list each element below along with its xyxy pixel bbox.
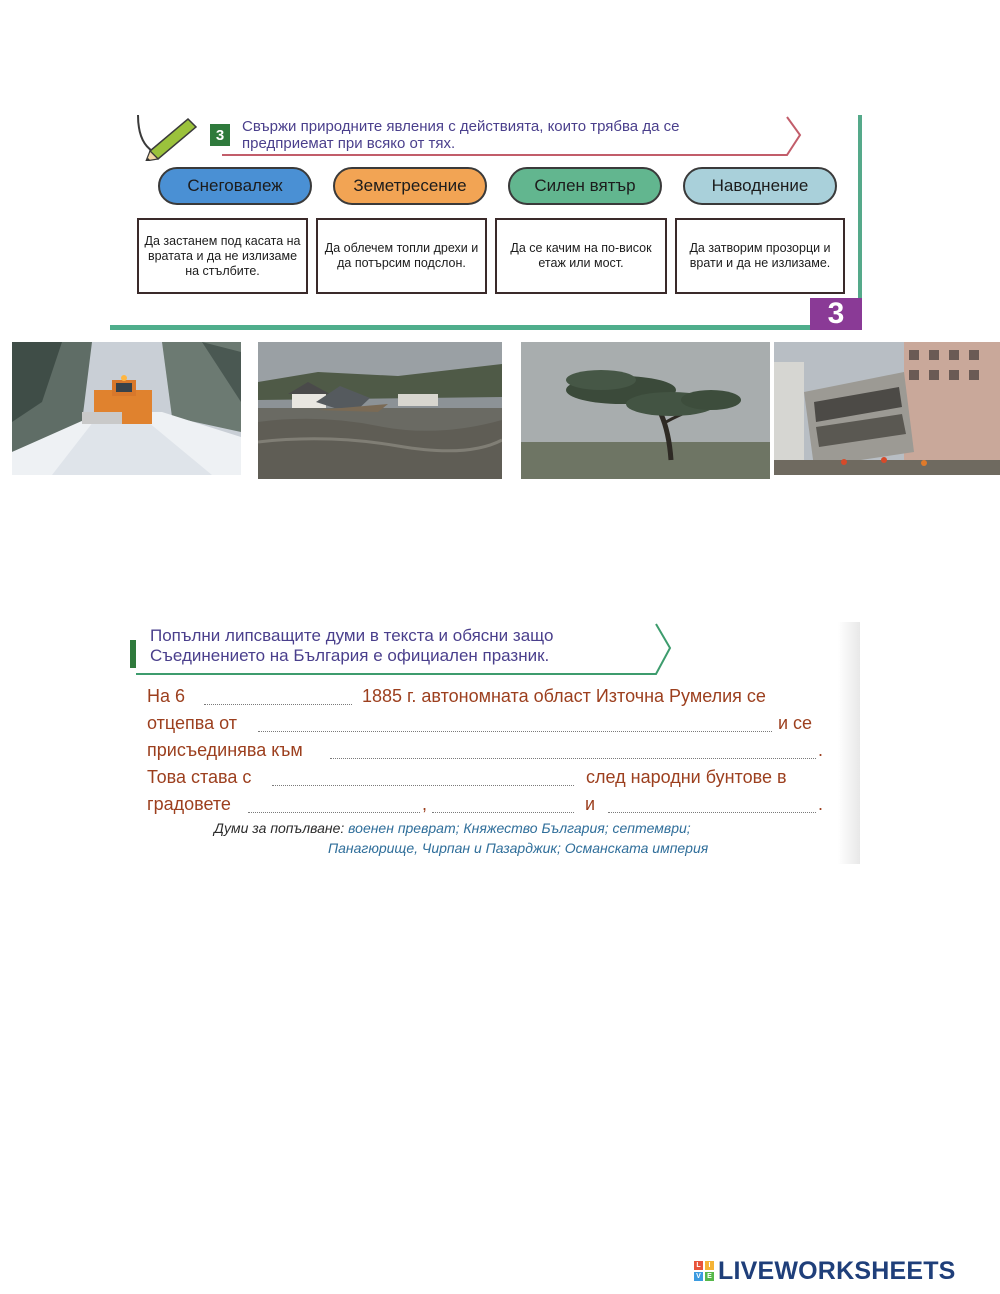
- logo-tile: I: [705, 1261, 714, 1270]
- liveworksheets-logo: [694, 1254, 956, 1288]
- flood-photo: [258, 342, 502, 479]
- logo-tile: L: [694, 1261, 703, 1270]
- text-segment: ,: [422, 794, 428, 814]
- text-segment: .: [818, 740, 824, 760]
- panel-bottom-border: [110, 325, 862, 330]
- action-box-3[interactable]: Да се качим на по-висок етаж или мост.: [495, 218, 667, 294]
- action-box-4[interactable]: Да затворим прозорци и врати и да не излизаме.: [675, 218, 845, 294]
- earthquake-building-photo: [774, 342, 1000, 475]
- text-segment: Това става с: [147, 767, 252, 787]
- blank-town-3[interactable]: [608, 812, 816, 813]
- text-segment: градовете: [147, 794, 231, 814]
- blank-month[interactable]: [204, 704, 352, 705]
- phenomenon-strong-wind[interactable]: Силен вятър: [508, 167, 662, 205]
- text-segment: .: [818, 794, 824, 814]
- word-bank-line-2: [328, 840, 708, 856]
- word-bank-line-1: [214, 820, 691, 836]
- pencil-icon: [136, 115, 206, 161]
- text-segment: отцепва от: [147, 713, 237, 733]
- exercise-1-panel: [110, 115, 862, 330]
- exercise-2-instruction: [150, 626, 670, 666]
- action-box-2[interactable]: Да облечем топли дрехи и да потърсим подслон.: [316, 218, 487, 294]
- text-segment: и се: [778, 713, 813, 733]
- text-segment: присъединява към: [147, 740, 303, 760]
- action-box-1[interactable]: Да застанем под касата на вратата и да не излизаме на стълбите.: [137, 218, 308, 294]
- exercise-2-panel: [130, 622, 860, 864]
- text-segment: 1885 г. автономната област Източна Румелия се: [362, 686, 766, 706]
- word-bank-label: Думи за попълване:: [214, 820, 345, 836]
- blank-by-means-of[interactable]: [272, 785, 574, 786]
- phenomenon-flood[interactable]: Наводнение: [683, 167, 837, 205]
- word-bank-values-2: Панагюрище, Чирпан и Пазарджик; Османската империя: [328, 840, 709, 856]
- logo-tile: E: [705, 1272, 714, 1281]
- logo-text: LIVEWORKSHEETS: [718, 1256, 956, 1285]
- blank-town-1[interactable]: [248, 812, 420, 813]
- logo-tile: V: [694, 1272, 703, 1281]
- phenomenon-snowfall[interactable]: Снеговалеж: [158, 167, 312, 205]
- panel-page-edge: [838, 622, 860, 864]
- text-segment: На 6: [147, 686, 186, 706]
- text-segment: и: [585, 794, 596, 814]
- instruction-line-2: Съединението на България е официален празник.: [150, 646, 550, 665]
- page-number-badge: 3: [810, 298, 862, 330]
- blank-town-2[interactable]: [432, 812, 574, 813]
- exercise-number: 3: [210, 124, 230, 146]
- exercise-1-instruction: Свържи природните явления с действията, които трябва да се предприемат при всяко от тях.: [242, 118, 680, 152]
- logo-icon: [694, 1261, 714, 1281]
- blank-separated-from[interactable]: [258, 731, 772, 732]
- instruction-line-1: Попълни липсващите думи в текста и обясни защо: [150, 626, 554, 645]
- word-bank-values-1: военен преврат; Княжество България; септември;: [348, 820, 691, 836]
- blank-joined-to[interactable]: [330, 758, 816, 759]
- text-segment: след народни бунтове в: [586, 767, 787, 787]
- phenomenon-earthquake[interactable]: Земетресение: [333, 167, 487, 205]
- snowplow-photo: [12, 342, 241, 475]
- strong-wind-tree-photo: [521, 342, 770, 479]
